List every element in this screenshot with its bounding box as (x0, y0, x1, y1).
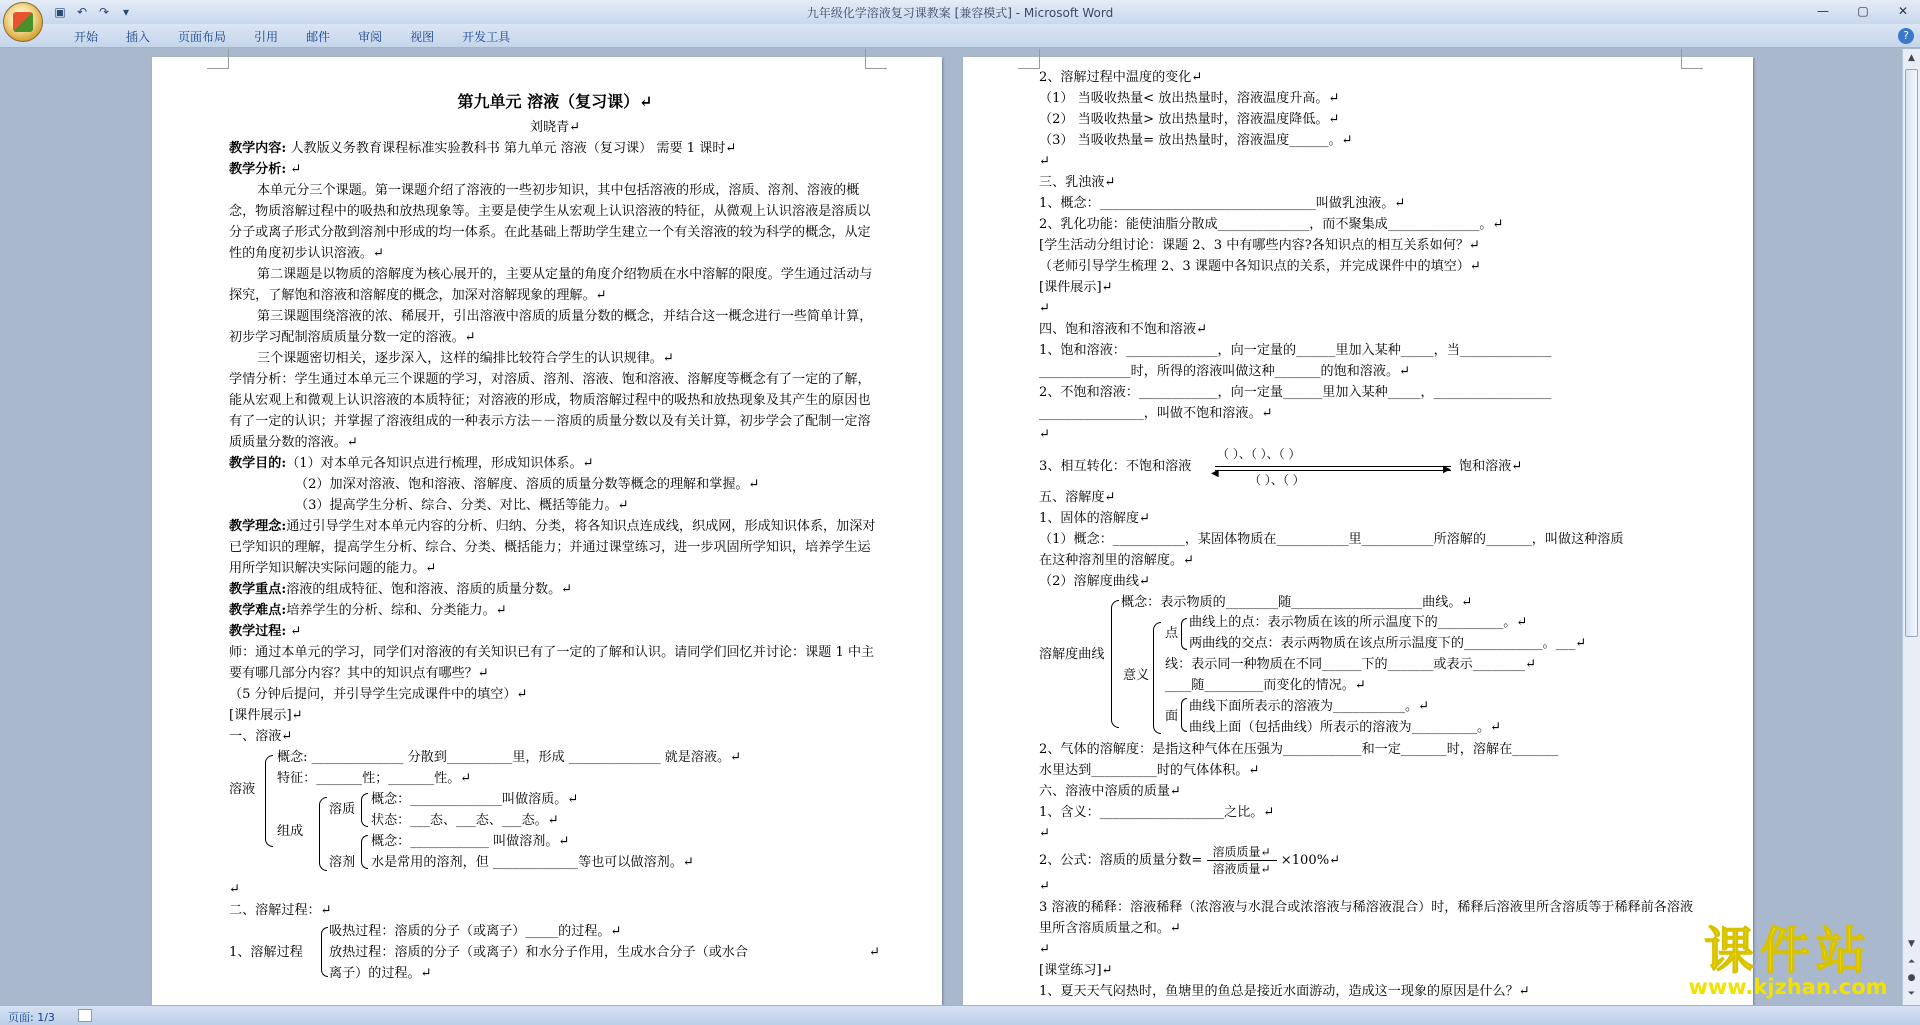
goal-3: （3）提高学生分析、综合、分类、对比、概括等能力。↵ (295, 498, 629, 513)
dissolution-release-2: 离子）的过程。↵ (329, 966, 432, 981)
tab-developer[interactable]: 开发工具 (462, 30, 511, 44)
customize-toolbar-icon[interactable]: ▾ (122, 5, 130, 19)
scroll-up-icon[interactable]: ▲ (1908, 53, 1915, 63)
solvent-water: 水是常用的溶剂，但 _____________等也可以做溶剂。↵ (371, 855, 694, 870)
brace (321, 927, 328, 977)
page-1-text (229, 87, 881, 984)
p2-line: 2、不饱和溶液：____________，向一定量______里加入某种_____，__________________ (1039, 385, 1552, 400)
key-text: 溶液的组成特征、饱和溶液、溶质的质量分数。↵ (286, 582, 573, 597)
process-tail: ↵ (286, 624, 302, 639)
goal-1: （1）对本单元各知识点进行梳理，形成知识体系。↵ (286, 456, 594, 471)
tree-composition: 组成 (277, 824, 304, 839)
dissolution-tree (229, 921, 881, 984)
p2-line: （2）溶解度曲线↵ (1039, 574, 1150, 589)
solute-state: 状态：___态、___态、___态。↵ (371, 813, 559, 828)
p2-line: [学生活动分组讨论：课题 2、3 中有哪些内容?各知识点的相互关系如何？↵ (1039, 238, 1480, 253)
para-3: 第三课题围绕溶液的浓、稀展开，引出溶液中溶质的质量分数的概念，并结合这一概念进行一些简单计算，初步学习配制溶质质量分数一定的溶液。↵ (229, 309, 873, 345)
note-text: （5 分钟后提问，并引导学生完成课件中的填空）↵ (229, 687, 528, 702)
tree-root-dissolution: 1、溶解过程 (229, 945, 303, 960)
solution-feature: 特征：_______性；_______性。↵ (277, 771, 472, 786)
process-label: 教学过程: (229, 624, 287, 639)
watermark-text: 课件站 (1704, 922, 1872, 980)
tree-face: 面 (1165, 709, 1179, 724)
brace (1111, 600, 1119, 728)
p2-line: [课件展示]↵ (1039, 280, 1113, 295)
p2-line: 三、乳浊液↵ (1039, 175, 1116, 190)
brace (361, 793, 368, 827)
document-page-2[interactable] (963, 57, 1753, 1005)
p2-line: 在这种溶剂里的溶解度。↵ (1039, 553, 1195, 568)
tab-page-layout[interactable]: 页面布局 (178, 30, 227, 44)
watermark (1668, 923, 1908, 999)
tab-insert[interactable]: 插入 (126, 30, 151, 44)
redo-icon[interactable]: ↷ (98, 5, 110, 19)
brace (1153, 622, 1161, 734)
solution-concept: 概念: ______________ 分散到__________里，形成 ______________ 就是溶液。↵ (277, 750, 742, 765)
quick-access-toolbar (52, 3, 134, 21)
tree-solute: 溶质 (329, 802, 356, 817)
prev-page-icon[interactable]: ⏶ (1907, 957, 1916, 967)
p2-dilution: 3 溶液的稀释：溶液稀释（浓溶液与水混合或浓溶液与稀溶液混合）时，稀释后溶液里所含溶质等于稀释前各溶液里所含溶质质量之和。↵ (1039, 900, 1694, 936)
p2-line: （1） 当吸收热量< 放出热量时，溶液温度升高。↵ (1039, 91, 1340, 106)
conversion-bottom: （ ）、（ ） (1249, 473, 1305, 487)
p2-line: ↵ (1039, 301, 1050, 316)
para-2: 第二课题是以物质的溶解度为核心展开的，主要从定量的角度介绍物质在水中溶解的限度。学生通过活动与探究，了解饱和溶液和溶解度的概念，加深对溶解现象的理解。↵ (229, 267, 873, 303)
status-bar (0, 1005, 1920, 1025)
difficulty-label: 教学难点: (229, 603, 287, 618)
difficulty-text: 培养学生的分析、综和、分类能力。↵ (286, 603, 507, 618)
window-title: 九年级化学溶液复习课教案 [兼容模式] - Microsoft Word (806, 6, 1114, 20)
p2-line: （1）概念：___________，某固体物质在___________里___________所溶解的_______，叫做这种溶质 (1039, 532, 1624, 547)
scroll-thumb[interactable] (1905, 69, 1918, 637)
formula-fraction (1207, 844, 1277, 877)
curve-concept: 概念：表示物质的________随____________________曲线。↵ (1121, 595, 1473, 610)
proofing-icon[interactable] (78, 1009, 92, 1022)
point-on-curve: 曲线上的点：表示物质在该的所示温度下的__________。↵ (1189, 615, 1528, 630)
title-bar (0, 0, 1920, 24)
crop-mark (1018, 49, 1040, 69)
p2-line: 2、乳化功能：能使油脂分散成______________，而不聚集成______________。↵ (1039, 217, 1504, 232)
formula-line (1039, 844, 1699, 876)
para-1: 本单元分三个课题。第一课题介绍了溶液的一些初步知识，其中包括溶液的形成，溶质、溶剂、溶液的概念，物质溶解过程中的吸热和放热现象等。主要是使学生从宏观上认识溶液的特征，从微观上认识溶液是溶质以分子或离子形式分散到溶剂中形成的均一体系。在此基础上帮助学生建立一个有关溶液的较为科学的概念，从定性的角度初步认识溶液。↵ (229, 183, 871, 261)
tree-root-curve: 溶解度曲线 (1039, 647, 1105, 662)
face-below: 曲线下面所表示的溶液为___________。↵ (1189, 699, 1430, 714)
p2-line: ______________时，所得的溶液叫做这种_______的饱和溶液。↵ (1039, 364, 1411, 379)
solvent-concept: 概念：____________ 叫做溶剂。↵ (371, 834, 570, 849)
conversion-right: 饱和溶液↵ (1459, 459, 1523, 474)
p2-line: 1、含义：___________________之比。↵ (1039, 805, 1275, 820)
tree-meaning: 意义 (1123, 668, 1150, 683)
tab-references[interactable]: 引用 (254, 30, 279, 44)
para-5: 学情分析：学生通过本单元三个课题的学习，对溶质、溶剂、溶液、饱和溶液、溶解度等概念有了一定的了解，能从宏观上和微观上认识溶液的本质特征；对溶液的形成，物质溶解过程中的吸热和放热现象及其产生的原因也有了一定的认识；并掌握了溶液组成的一种表示方法－－溶质的质量分数以及有关计算，初步学会了配制一定溶质质量分数的溶液。↵ (229, 372, 871, 450)
p2-line: ________________，叫做不饱和溶液。↵ (1039, 406, 1273, 421)
idea-label: 教学理念: (229, 519, 287, 534)
p2-line: 1、饱和溶液：______________，向一定量的______里加入某种_____，当______________ (1039, 343, 1552, 358)
analysis-tail: ↵ (286, 162, 302, 177)
p2-line: 四、饱和溶液和不饱和溶液↵ (1039, 322, 1208, 337)
tab-view[interactable]: 视图 (410, 30, 435, 44)
idea-text: 通过引导学生对本单元内容的分析、归纳、分类，将各知识点连成线，织成网，形成知识体系，加深对已学知识的理解，提高学生分析、综合、分类、概括能力；并通过课堂练习，进一步巩固所学知识，培养学生运用所学知识解决实际问题的能力。↵ (229, 519, 876, 576)
formula-left: 2、公式：溶质的质量分数= (1039, 853, 1203, 868)
p2-line: ↵ (1039, 427, 1050, 442)
p2-line: [课堂练习]↵ (1039, 963, 1113, 978)
dissolution-absorb: 吸热过程：溶质的分子（或离子）_____的过程。↵ (329, 924, 622, 939)
blank-line: ↵ (229, 882, 240, 897)
brace (361, 835, 368, 869)
office-logo-icon (13, 12, 33, 32)
content-text: 人教版义务教育课程标准实验教科书 第九单元 溶液（复习课） 需要 1 课时↵ (286, 141, 737, 156)
tree-point: 点 (1165, 626, 1179, 641)
formula-denominator: 溶液质量↵ (1212, 862, 1271, 876)
browse-object-icon[interactable]: ● (1907, 973, 1916, 983)
arrow-left-icon: ◀ (1211, 468, 1219, 479)
conversion-left: 3、相互转化：不饱和溶液 (1039, 459, 1192, 474)
p2-line: 2、气体的溶解度：是指这种气体在压强为____________和一定_______时，溶解在_______ (1039, 742, 1558, 757)
paragraph-mark: ↵ (869, 945, 880, 960)
brace (265, 755, 273, 847)
content-label: 教学内容: (229, 141, 287, 156)
goal-label: 教学目的: (229, 456, 287, 471)
doc-author: 刘晓青↵ (529, 120, 581, 135)
document-page-1[interactable] (152, 57, 942, 1005)
ppt-text: [课件展示]↵ (229, 708, 303, 723)
undo-icon[interactable]: ↶ (76, 5, 88, 19)
brace (1181, 698, 1187, 732)
p2-line: 1、夏天天气闷热时，鱼塘里的鱼总是接近水面游动，造成这一现象的原因是什么？↵ (1039, 984, 1530, 999)
solubility-curve-tree (1039, 592, 1699, 739)
minimize-icon[interactable]: — (1817, 4, 1829, 18)
key-label: 教学重点: (229, 582, 287, 597)
section-1: 一、溶液↵ (229, 729, 293, 744)
watermark-url: www.kjzhan.com (1688, 975, 1888, 999)
dissolution-release: 放热过程：溶质的分子（或离子）和水分子作用，生成水合分子（或水合 (329, 945, 748, 960)
tab-home[interactable]: 开始 (74, 30, 99, 44)
page-2-text (1039, 67, 1699, 1002)
teacher-text: 师：通过本单元的学习，同学们对溶液的有关知识已有了一定的了解和认识。请同学们回忆并讨论：课题 1 中主要有哪几部分内容？其中的知识点有哪些？↵ (229, 645, 875, 681)
brace (1181, 618, 1187, 650)
status-page-count[interactable]: 页面: 1/3 (8, 1011, 55, 1024)
help-icon[interactable]: ? (1898, 28, 1914, 44)
next-page-icon[interactable]: ⏷ (1907, 989, 1916, 999)
line-meaning-2: ____随_________而变化的情况。↵ (1165, 678, 1366, 693)
office-button[interactable] (3, 2, 43, 42)
close-icon[interactable]: ✕ (1897, 4, 1909, 18)
window-controls (1812, 3, 1914, 19)
tree-root-solution: 溶液 (229, 782, 256, 797)
formula-right: ×100%↵ (1280, 853, 1341, 868)
p2-line: 1、概念：_________________________________叫做乳浊液。↵ (1039, 196, 1406, 211)
p2-line: ↵ (1039, 879, 1050, 894)
save-icon[interactable]: ▣ (54, 5, 66, 19)
p2-line: 2、溶解过程中温度的变化↵ (1039, 70, 1203, 85)
ribbon (0, 24, 1920, 48)
vertical-scrollbar[interactable] (1902, 49, 1920, 1005)
arrow-right-icon: ▶ (1443, 464, 1451, 475)
goal-2: （2）加深对溶液、饱和溶液、溶解度、溶质的质量分数等概念的理解和掌握。↵ (295, 477, 760, 492)
p2-line: ↵ (1039, 826, 1050, 841)
tab-review[interactable]: 审阅 (358, 30, 383, 44)
p2-line: 六、溶液中溶质的质量↵ (1039, 784, 1181, 799)
ribbon-tabs (60, 28, 524, 46)
tab-mailings[interactable]: 邮件 (306, 30, 331, 44)
p2-line: （3） 当吸收热量= 放出热量时，溶液温度______。↵ (1039, 133, 1353, 148)
p2-line: （2） 当吸收热量> 放出热量时，溶液温度降低。↵ (1039, 112, 1340, 127)
p2-line: ↵ (1039, 942, 1050, 957)
conversion-top: （ ）、（ ）、（ ） (1217, 447, 1301, 461)
crop-mark (1681, 49, 1703, 69)
section-2: 二、溶解过程：↵ (229, 903, 332, 918)
p2-line: （老师引导学生梳理 2、3 课题中各知识点的关系，并完成课件中的填空）↵ (1039, 259, 1481, 274)
formula-numerator: 溶质质量↵ (1207, 844, 1277, 861)
p2-line: 水里达到__________时的气体体积。↵ (1039, 763, 1260, 778)
para-4: 三个课题密切相关，逐步深入，这样的编排比较符合学生的认识规律。↵ (257, 351, 674, 366)
scroll-down-icon[interactable]: ▼ (1908, 939, 1915, 949)
crop-mark (207, 49, 229, 69)
document-area[interactable] (0, 49, 1902, 1005)
analysis-label: 教学分析: (229, 162, 287, 177)
line-meaning: 线：表示同一种物质在不同______下的_______或表示________↵ (1165, 657, 1537, 672)
crop-mark (865, 49, 887, 69)
p2-line: 1、固体的溶解度↵ (1039, 511, 1150, 526)
maximize-icon[interactable]: ▢ (1857, 4, 1869, 18)
p2-line: 五、溶解度↵ (1039, 490, 1116, 505)
point-intersection: 两曲线的交点：表示两物质在该点所示温度下的____________。___↵ (1189, 636, 1587, 651)
face-above: 曲线上面（包括曲线）所表示的溶液为__________。↵ (1189, 720, 1502, 735)
brace (319, 797, 327, 871)
doc-title: 第九单元 溶液（复习课）↵ (457, 92, 653, 111)
p2-line: ↵ (1039, 154, 1050, 169)
conversion-diagram (1039, 445, 1699, 487)
arrow-line (1215, 466, 1451, 467)
solute-concept: 概念：______________叫做溶质。↵ (371, 792, 579, 807)
tree-solvent: 溶剂 (329, 855, 356, 870)
solution-tree (229, 747, 881, 873)
